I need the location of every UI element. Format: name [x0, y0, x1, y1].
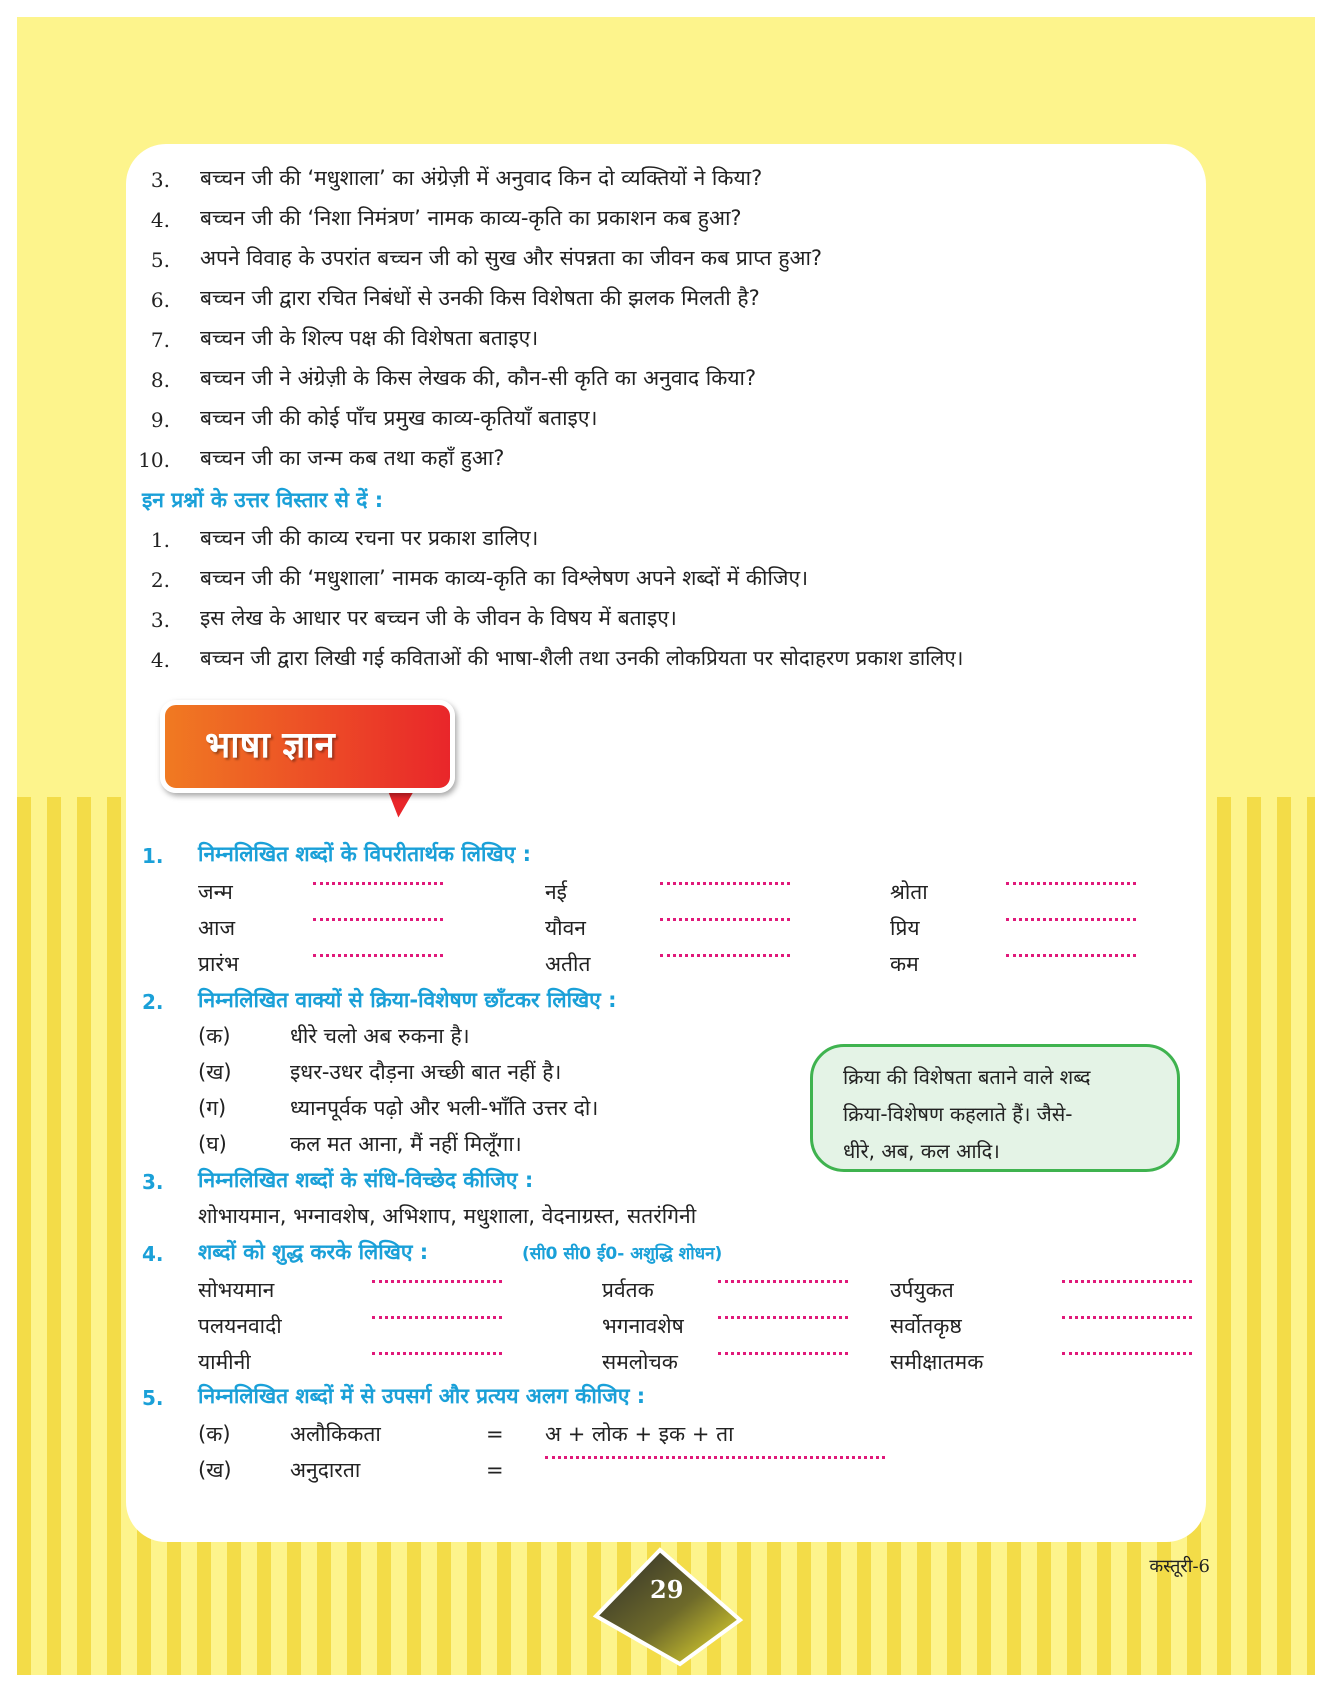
question-number: 2. [150, 568, 170, 592]
sandhi-word-list: शोभायमान, भग्नावशेष, अभिशाप, मधुशाला, वेदनाग्रस्त, सतरंगिनी [198, 1204, 697, 1228]
question-number: 1. [150, 528, 170, 552]
item-label: (घ) [198, 1132, 227, 1156]
note-line: धीरे, अब, कल आदि। [843, 1139, 1000, 1163]
answer-blank[interactable] [718, 1280, 848, 1283]
section-heading: निम्नलिखित शब्दों में से उपसर्ग और प्रत्यय अलग कीजिए : [198, 1384, 646, 1408]
word: प्रिय [890, 916, 920, 940]
question-number: 9. [150, 408, 170, 432]
answer-blank[interactable] [660, 918, 790, 921]
question-text: बच्चन जी द्वारा लिखी गई कविताओं की भाषा-शैली तथा उनकी लोकप्रियता पर सोदाहरण प्रकाश डालिए। [200, 646, 964, 670]
word: नई [545, 880, 567, 904]
question-text: बच्चन जी का जन्म कब तथा कहाँ हुआ? [200, 446, 505, 470]
section-number: 2. [142, 990, 164, 1014]
section-heading: निम्नलिखित शब्दों के विपरीतार्थक लिखिए : [198, 842, 531, 866]
question-text: बच्चन जी ने अंग्रेज़ी के किस लेखक की, कौन-सी कृति का अनुवाद किया? [200, 366, 757, 390]
answer-blank[interactable] [545, 1456, 885, 1459]
sentence: कल मत आना, मैं नहीं मिलूँगा। [290, 1132, 522, 1156]
section-number: 5. [142, 1386, 164, 1410]
word: जन्म [198, 880, 233, 904]
word: अलौकिकता [290, 1422, 381, 1446]
item-label: (ख) [198, 1458, 232, 1482]
word: सोभयमान [198, 1278, 275, 1302]
question-number: 3. [150, 608, 170, 632]
question-text: बच्चन जी की कोई पाँच प्रमुख काव्य-कृतियाँ बताइए। [200, 406, 598, 430]
sentence: धीरे चलो अब रुकना है। [290, 1024, 470, 1048]
question-number: 4. [150, 648, 170, 672]
item-label: (ख) [198, 1060, 232, 1084]
question-number: 10. [138, 448, 170, 472]
section-heading: निम्नलिखित शब्दों के संधि-विच्छेद कीजिए : [198, 1168, 534, 1192]
question-text: बच्चन जी की काव्य रचना पर प्रकाश डालिए। [200, 526, 539, 550]
answer-blank[interactable] [1006, 918, 1136, 921]
note-line: क्रिया-विशेषण कहलाते हैं। जैसे- [843, 1102, 1073, 1126]
answer-blank[interactable] [313, 882, 443, 885]
question-number: 3. [150, 168, 170, 192]
answer-blank[interactable] [372, 1280, 502, 1283]
question-number: 4. [150, 208, 170, 232]
answer-blank[interactable] [1062, 1280, 1192, 1283]
word: आज [198, 916, 236, 940]
answer-blank[interactable] [718, 1316, 848, 1319]
question-number: 7. [150, 328, 170, 352]
question-number: 6. [150, 288, 170, 312]
word: भगनावशेष [602, 1314, 684, 1338]
item-label: (ग) [198, 1096, 227, 1120]
equals-sign: = [486, 1458, 504, 1482]
question-text: अपने विवाह के उपरांत बच्चन जी को सुख और संपन्नता का जीवन कब प्राप्त हुआ? [200, 246, 823, 270]
answer-blank[interactable] [1006, 954, 1136, 957]
section-subnote: (सी0 सी0 ई0- अशुद्धि शोधन) [522, 1244, 723, 1264]
section-number: 1. [142, 844, 164, 868]
word: कम [890, 952, 919, 976]
long-answer-heading: इन प्रश्नों के उत्तर विस्तार से दें : [142, 488, 384, 512]
word: उर्पयुकत [890, 1278, 954, 1302]
answer-blank[interactable] [718, 1352, 848, 1355]
word: श्रोता [890, 880, 928, 904]
question-number: 8. [150, 368, 170, 392]
item-label: (क) [198, 1024, 231, 1048]
section-heading: शब्दों को शुद्ध करके लिखिए : [198, 1240, 429, 1264]
word: यौवन [545, 916, 586, 940]
answer: अ + लोक + इक + ता [545, 1422, 734, 1446]
book-name: कस्तूरी-6 [1149, 1556, 1210, 1577]
sentence: इधर-उधर दौड़ना अच्छी बात नहीं है। [290, 1060, 562, 1084]
word: पलयनवादी [198, 1314, 282, 1338]
question-text: बच्चन जी की ‘मधुशाला’ का अंग्रेज़ी में अनुवाद किन दो व्यक्तियों ने किया? [200, 166, 763, 190]
answer-blank[interactable] [660, 954, 790, 957]
section-heading: निम्नलिखित वाक्यों से क्रिया-विशेषण छाँटकर लिखिए : [198, 988, 617, 1012]
page-number: 29 [650, 1575, 684, 1604]
note-line: क्रिया की विशेषता बताने वाले शब्द [843, 1065, 1091, 1089]
word: सर्वोतकृष्ठ [890, 1314, 962, 1338]
answer-blank[interactable] [660, 882, 790, 885]
answer-blank[interactable] [372, 1352, 502, 1355]
word: प्रर्वतक [602, 1278, 654, 1302]
section-number: 3. [142, 1170, 164, 1194]
banner-title: भाषा ज्ञान [205, 725, 335, 766]
question-text: बच्चन जी की ‘मधुशाला’ नामक काव्य-कृति का विश्लेषण अपने शब्दों में कीजिए। [200, 566, 809, 590]
definition-note [810, 1044, 1180, 1172]
answer-blank[interactable] [313, 954, 443, 957]
answer-blank[interactable] [1062, 1316, 1192, 1319]
answer-blank[interactable] [313, 918, 443, 921]
question-text: बच्चन जी की ‘निशा निमंत्रण’ नामक काव्य-कृति का प्रकाशन कब हुआ? [200, 206, 742, 230]
sentence: ध्यानपूर्वक पढ़ो और भली-भाँति उत्तर दो। [290, 1096, 599, 1120]
word: समलोचक [602, 1350, 678, 1374]
page-number-badge [590, 1546, 750, 1668]
answer-blank[interactable] [1006, 882, 1136, 885]
question-text: बच्चन जी के शिल्प पक्ष की विशेषता बताइए। [200, 326, 539, 350]
word: समीक्षातमक [890, 1350, 984, 1374]
item-label: (क) [198, 1422, 231, 1446]
question-text: इस लेख के आधार पर बच्चन जी के जीवन के विषय में बताइए। [200, 606, 677, 630]
word: अतीत [545, 952, 591, 976]
answer-blank[interactable] [1062, 1352, 1192, 1355]
section-banner [160, 700, 455, 793]
question-number: 5. [150, 248, 170, 272]
word: प्रारंभ [198, 952, 239, 976]
section-number: 4. [142, 1242, 164, 1266]
word: यामीनी [198, 1350, 251, 1374]
answer-blank[interactable] [372, 1316, 502, 1319]
equals-sign: = [486, 1422, 504, 1446]
question-text: बच्चन जी द्वारा रचित निबंधों से उनकी किस विशेषता की झलक मिलती है? [200, 286, 760, 310]
word: अनुदारता [290, 1458, 361, 1482]
